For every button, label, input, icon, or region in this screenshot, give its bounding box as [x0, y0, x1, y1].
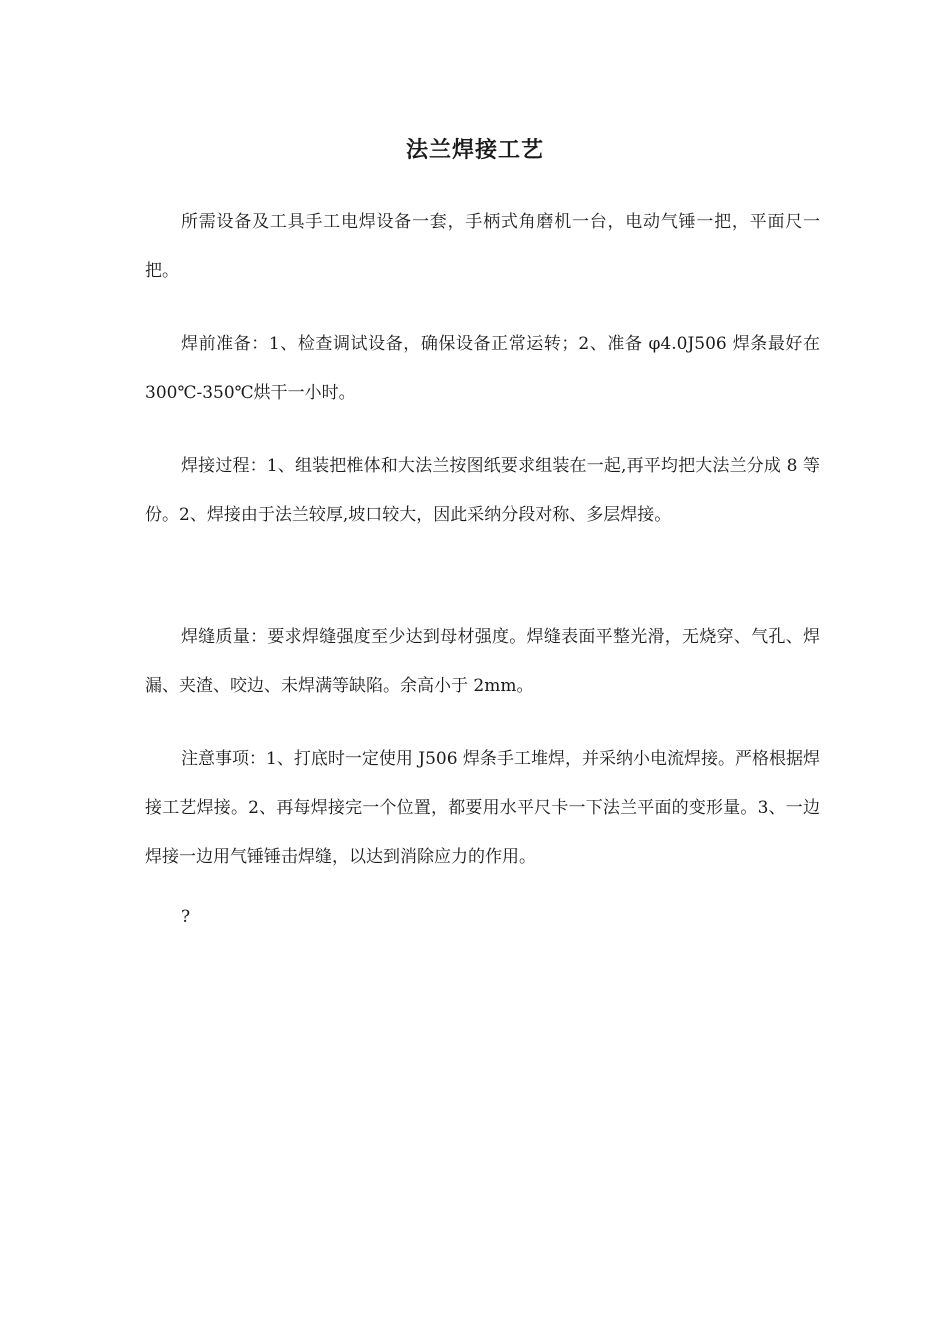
paragraph-preparation: 焊前准备：1、检查调试设备，确保设备正常运转；2、准备 φ4.0J506 焊条最好在 300℃-350℃烘干一小时。: [145, 334, 820, 403]
paragraph-trailing-mark: ?: [181, 907, 191, 927]
document-title: 法兰焊接工艺: [405, 137, 544, 163]
paragraph-equipment: 所需设备及工具手工电焊设备一套，手柄式角磨机一台，电动气锤一把，平面尺一把。: [145, 212, 820, 281]
paragraph-weld-quality: 焊缝质量：要求焊缝强度至少达到母材强度。焊缝表面平整光滑，无烧穿、气孔、焊漏、夹渣、咬边、未焊满等缺陷。余高小于 2mm。: [145, 627, 820, 696]
paragraph-precautions: 注意事项：1、打底时一定使用 J506 焊条手工堆焊，并采纳小电流焊接。严格根据焊接工艺焊接。2、再每焊接完一个位置，都要用水平尺卡一下法兰平面的变形量。3、一边焊接一边用气锤锤击焊缝，以达到消除应力的作用。: [145, 749, 820, 867]
paragraph-welding-process: 焊接过程：1、组装把椎体和大法兰按图纸要求组装在一起,再平均把大法兰分成 8 等份。2、焊接由于法兰较厚,坡口较大，因此采纳分段对称、多层焊接。: [145, 456, 820, 525]
